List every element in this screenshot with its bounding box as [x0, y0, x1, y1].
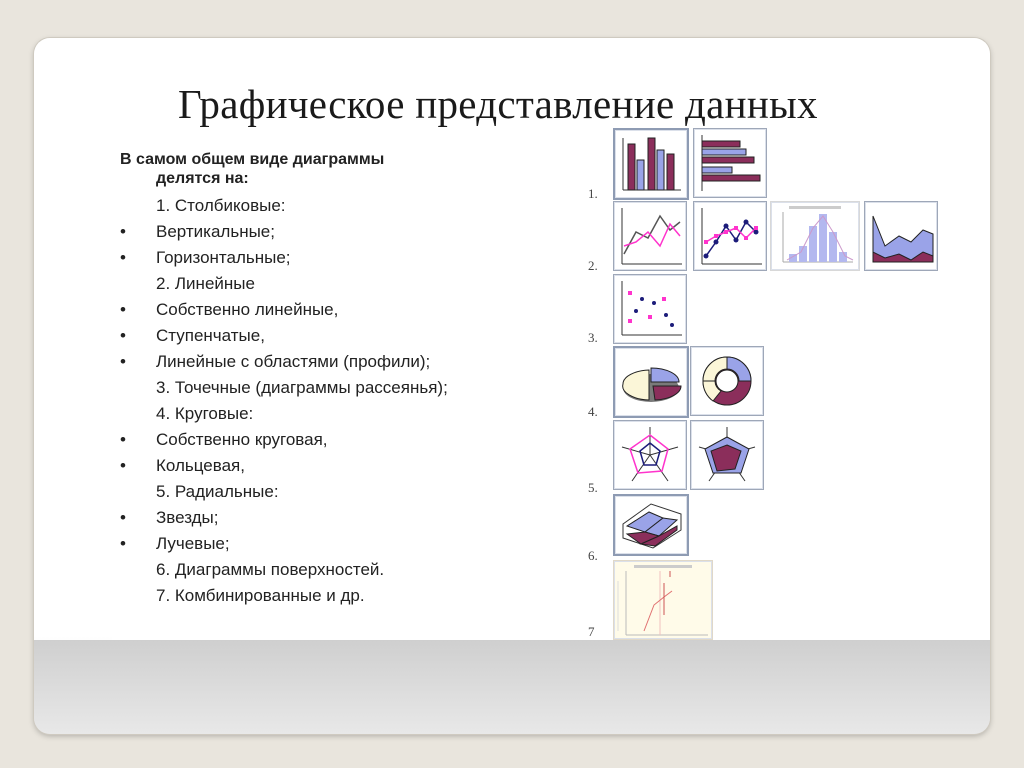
list-item: • Звезды;	[120, 506, 540, 532]
row-number-5: 5.	[588, 480, 598, 495]
horizontal-bar-icon	[693, 128, 767, 198]
bullet: •	[120, 300, 126, 319]
bullet: •	[120, 326, 126, 345]
list-item: 4. Круговые:	[156, 404, 254, 423]
list-item: • Собственно круговая,	[120, 428, 540, 454]
surface-icon	[613, 494, 689, 556]
list-item: • Лучевые;	[120, 532, 540, 558]
list-item: • Собственно линейные,	[120, 298, 540, 324]
row-number-4: 4.	[588, 404, 598, 419]
list-item: • Кольцевая,	[120, 454, 540, 480]
filled-radar-icon	[690, 420, 764, 490]
row-number-7: 7	[588, 624, 595, 639]
bullet: •	[120, 508, 126, 527]
bullet: •	[120, 222, 126, 241]
row-number-3: 3.	[588, 330, 598, 345]
list-item: 2. Линейные	[156, 274, 255, 293]
bullet: •	[120, 534, 126, 553]
intro-text	[120, 150, 520, 188]
intro-line-2: делятся на:	[156, 170, 249, 187]
bullet: •	[120, 456, 126, 475]
list-item: 6. Диаграммы поверхностей.	[156, 560, 385, 579]
list-item: 5. Радиальные:	[156, 482, 279, 501]
list-item: • Вертикальные;	[120, 220, 540, 246]
list-item: • Ступенчатые,	[120, 324, 540, 350]
bullet: •	[120, 352, 126, 371]
slide-footer	[34, 640, 990, 734]
row-number-2: 2.	[588, 258, 598, 273]
slide-title: Графическое представление данных	[178, 81, 818, 127]
list-item: • Линейные с областями (профили);	[120, 350, 540, 376]
list-item: • Горизонтальные;	[120, 246, 540, 272]
bullet: •	[120, 430, 126, 449]
list-item: 3. Точечные (диаграммы рассеянья);	[156, 378, 448, 397]
row-number-1: 1.	[588, 186, 598, 201]
marker-line-icon	[693, 201, 767, 271]
intro-line-1: В самом общем виде диаграммы	[120, 151, 385, 168]
area-icon	[864, 201, 938, 271]
row-number-6: 6.	[588, 548, 598, 563]
donut-icon	[690, 346, 764, 416]
star-radar-icon	[613, 420, 687, 490]
scatter-icon	[613, 274, 687, 344]
list-item: 7. Комбинированные и др.	[156, 586, 365, 605]
vertical-bar-icon	[613, 128, 689, 200]
bullet: •	[120, 248, 126, 267]
histogram-icon	[770, 201, 860, 271]
line-icon	[613, 201, 687, 271]
chart-type-list	[120, 194, 540, 610]
combined-chart-icon	[613, 560, 713, 640]
list-item: 1. Столбиковые:	[156, 196, 286, 215]
pie-icon	[613, 346, 689, 418]
